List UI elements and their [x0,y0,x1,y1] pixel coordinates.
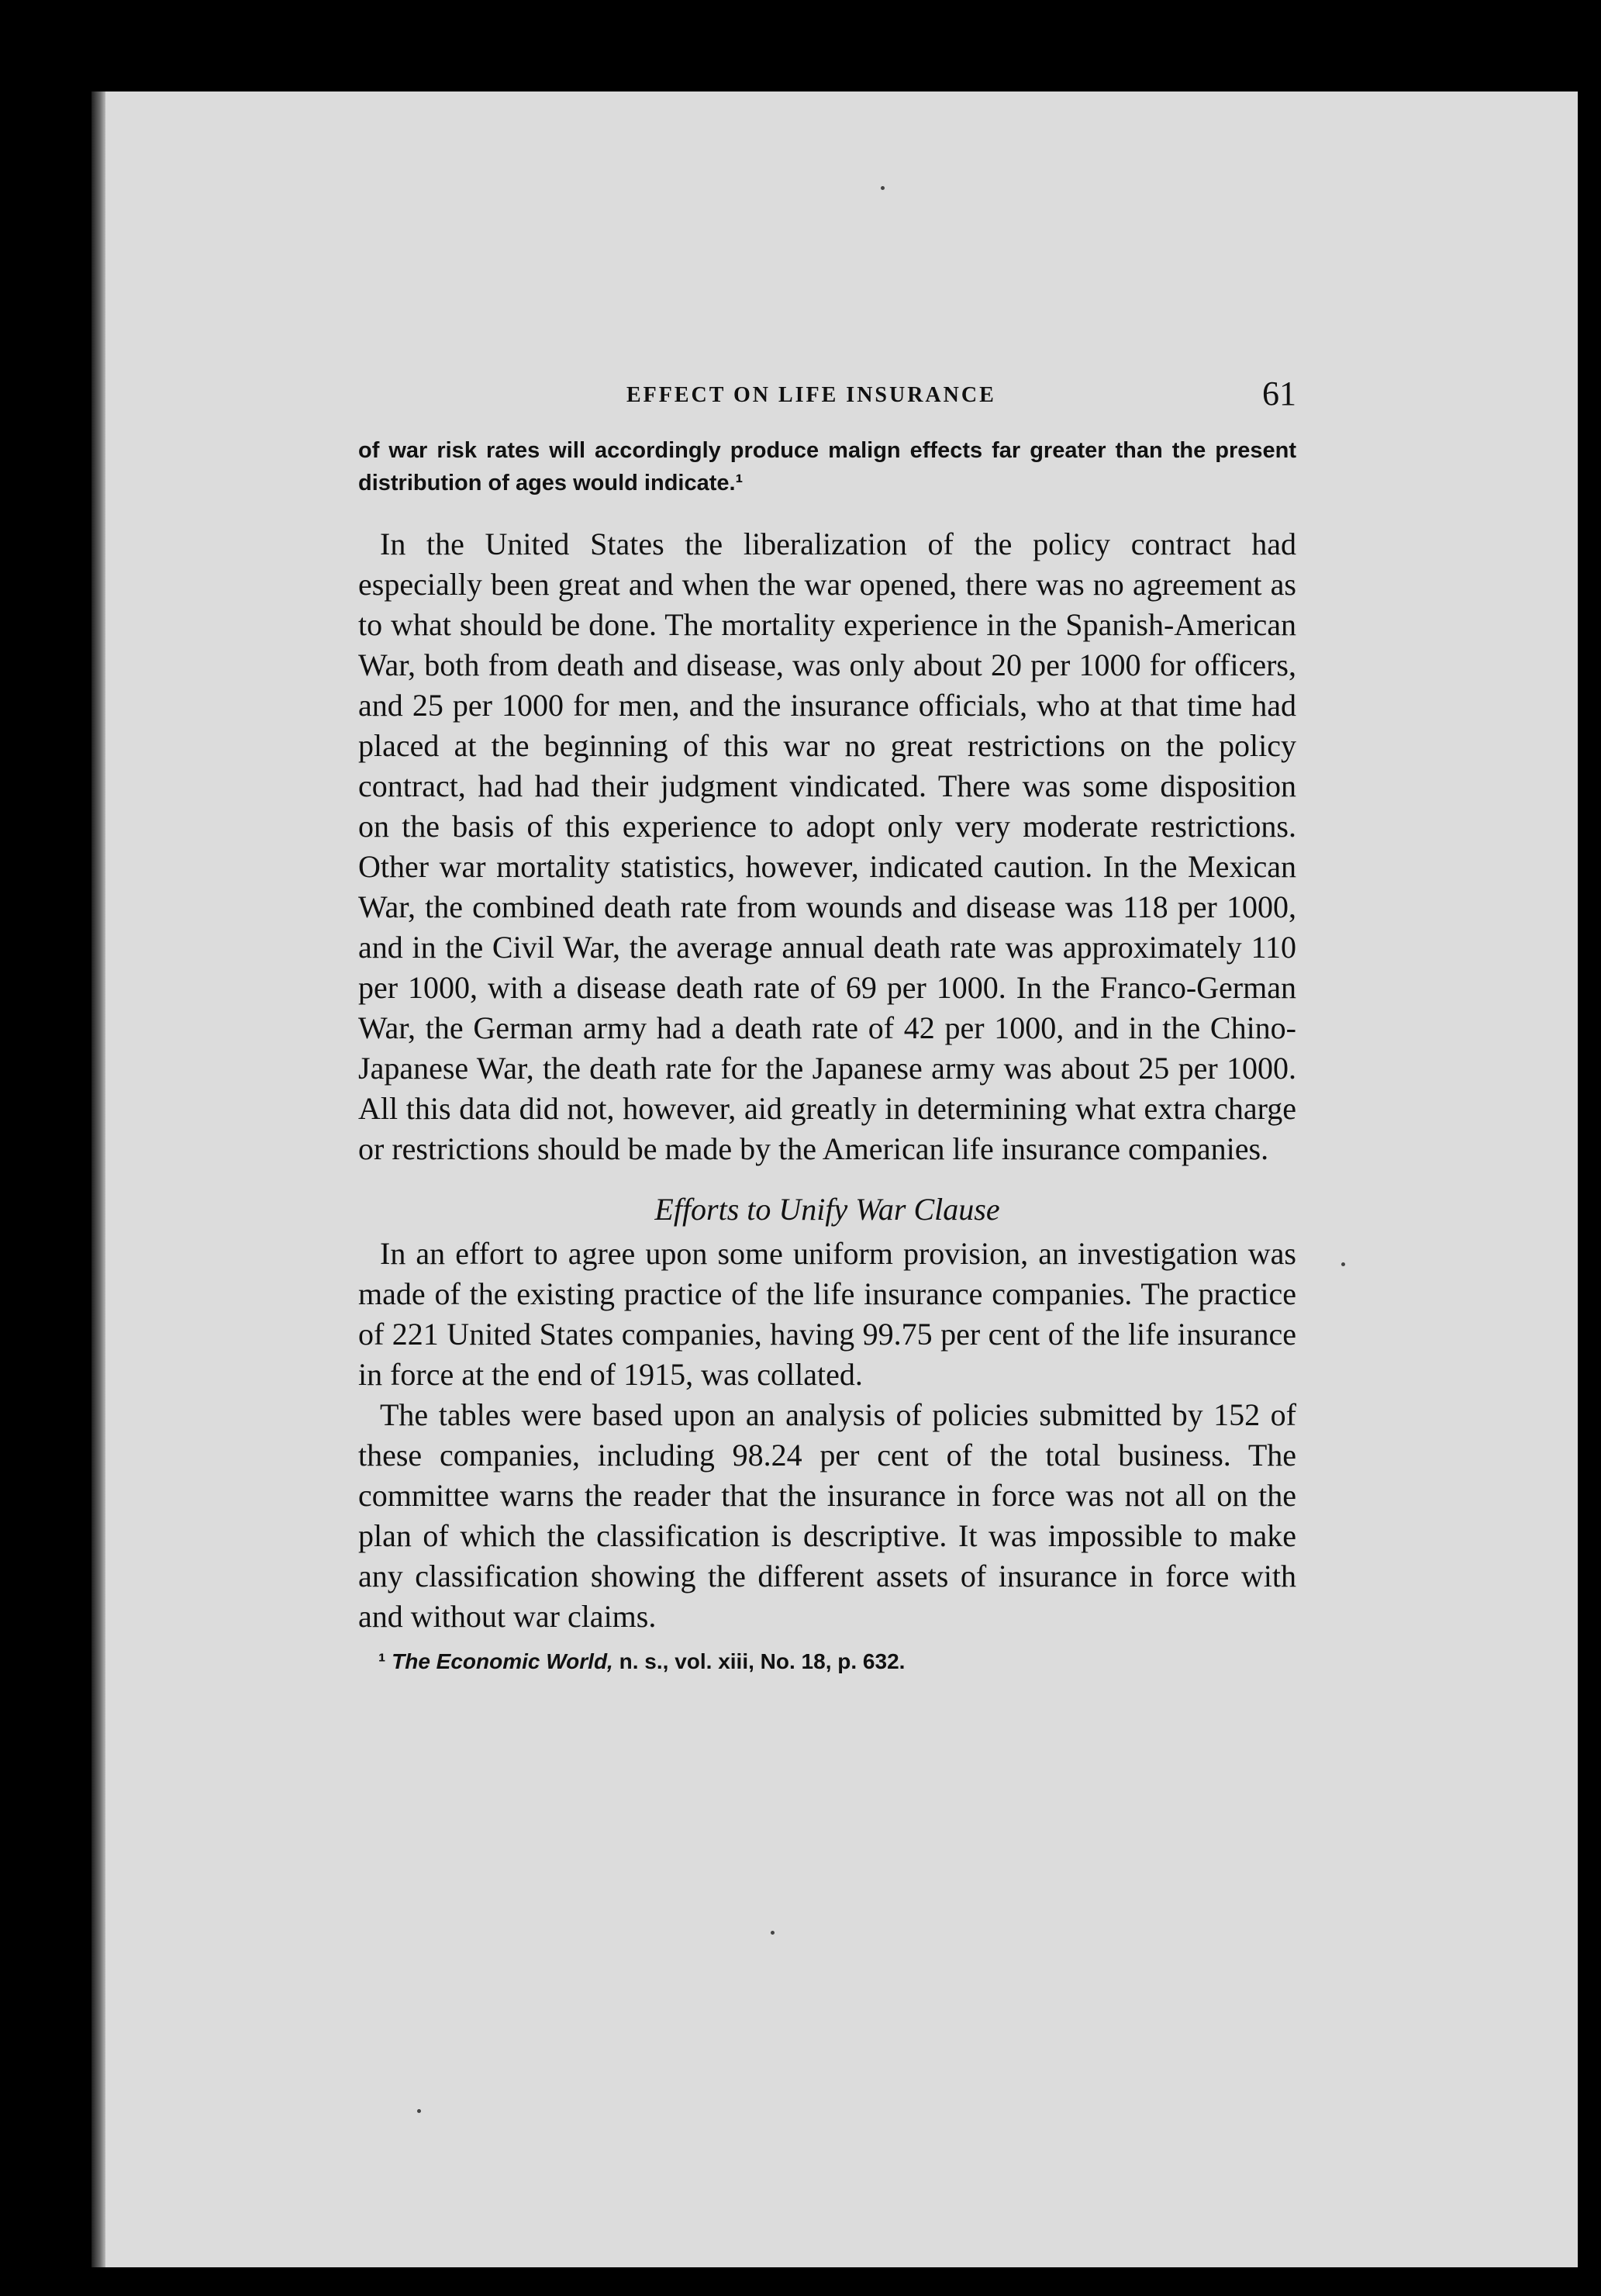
page-header [358,375,1296,425]
binding-edge [91,91,105,2267]
paragraph-war-mortality: In the United States the liberalization of the policy contract had especially been great and when the war opened, there was no agreement as to what should be done. The mortality experience in the Spanish-American War, both from death and disease, was only about 20 per 1000 for officers, and 25 per 1000 for men, and the insurance officials, who at that time had placed at the beginning of this war no great restrictions on the policy contract, had had their judgment vindicated. There was some disposition on the basis of this experience to adopt only very moderate restrictions. Other war mortality statistics, however, indicated caution. In the Mexican War, the combined death rate from wounds and disease was 118 per 1000, and in the Civil War, the average annual death rate was approximately 110 per 1000, with a disease death rate of 69 per 1000. In the Franco-German War, the German army had a death rate of 42 per 1000, and in the Chino-Japanese War, the death rate for the Japanese army was about 25 per 1000. All this data did not, however, aid greatly in determining what extra charge or restrictions should be made by the American life insurance companies. [358,527,1296,1166]
page-number: 61 [1262,375,1296,413]
dust-speck [771,1931,775,1935]
dust-speck [1341,1262,1345,1266]
dust-speck [881,186,885,190]
footnote-citation: n. s., vol. xiii, No. 18, p. 632. [612,1649,906,1673]
section-heading: Efforts to Unify War Clause [654,1192,1000,1227]
paragraph-tables-analysis: The tables were based upon an analysis of policies submitted by 152 of these companies, including 98.24 per cent of the total business. The committee warns the reader that the insurance in force was not all on the plan of which the classification is descriptive. It was impossible to make any classification showing the different assets of insurance in force with and without war claims. [358,1397,1296,1634]
footnote-source-title: The Economic World, [392,1649,613,1673]
continued-quotation: of war risk rates will accordingly produce malign effects far greater than the present distribution of ages would indicate.¹ [358,438,1296,495]
running-head: EFFECT ON LIFE INSURANCE [626,383,996,407]
page-body [358,434,1296,1674]
dust-speck [417,2109,421,2113]
footnote-marker: ¹ [378,1649,386,1673]
paragraph-uniform-provision: In an effort to agree upon some uniform provision, an investigation was made of the existing practice of the life insurance companies. The practice of 221 United States companies, having 99.75 per cent of the life insurance in force at the end of 1915, was collated. [358,1236,1296,1392]
footnote [378,1649,1296,1674]
